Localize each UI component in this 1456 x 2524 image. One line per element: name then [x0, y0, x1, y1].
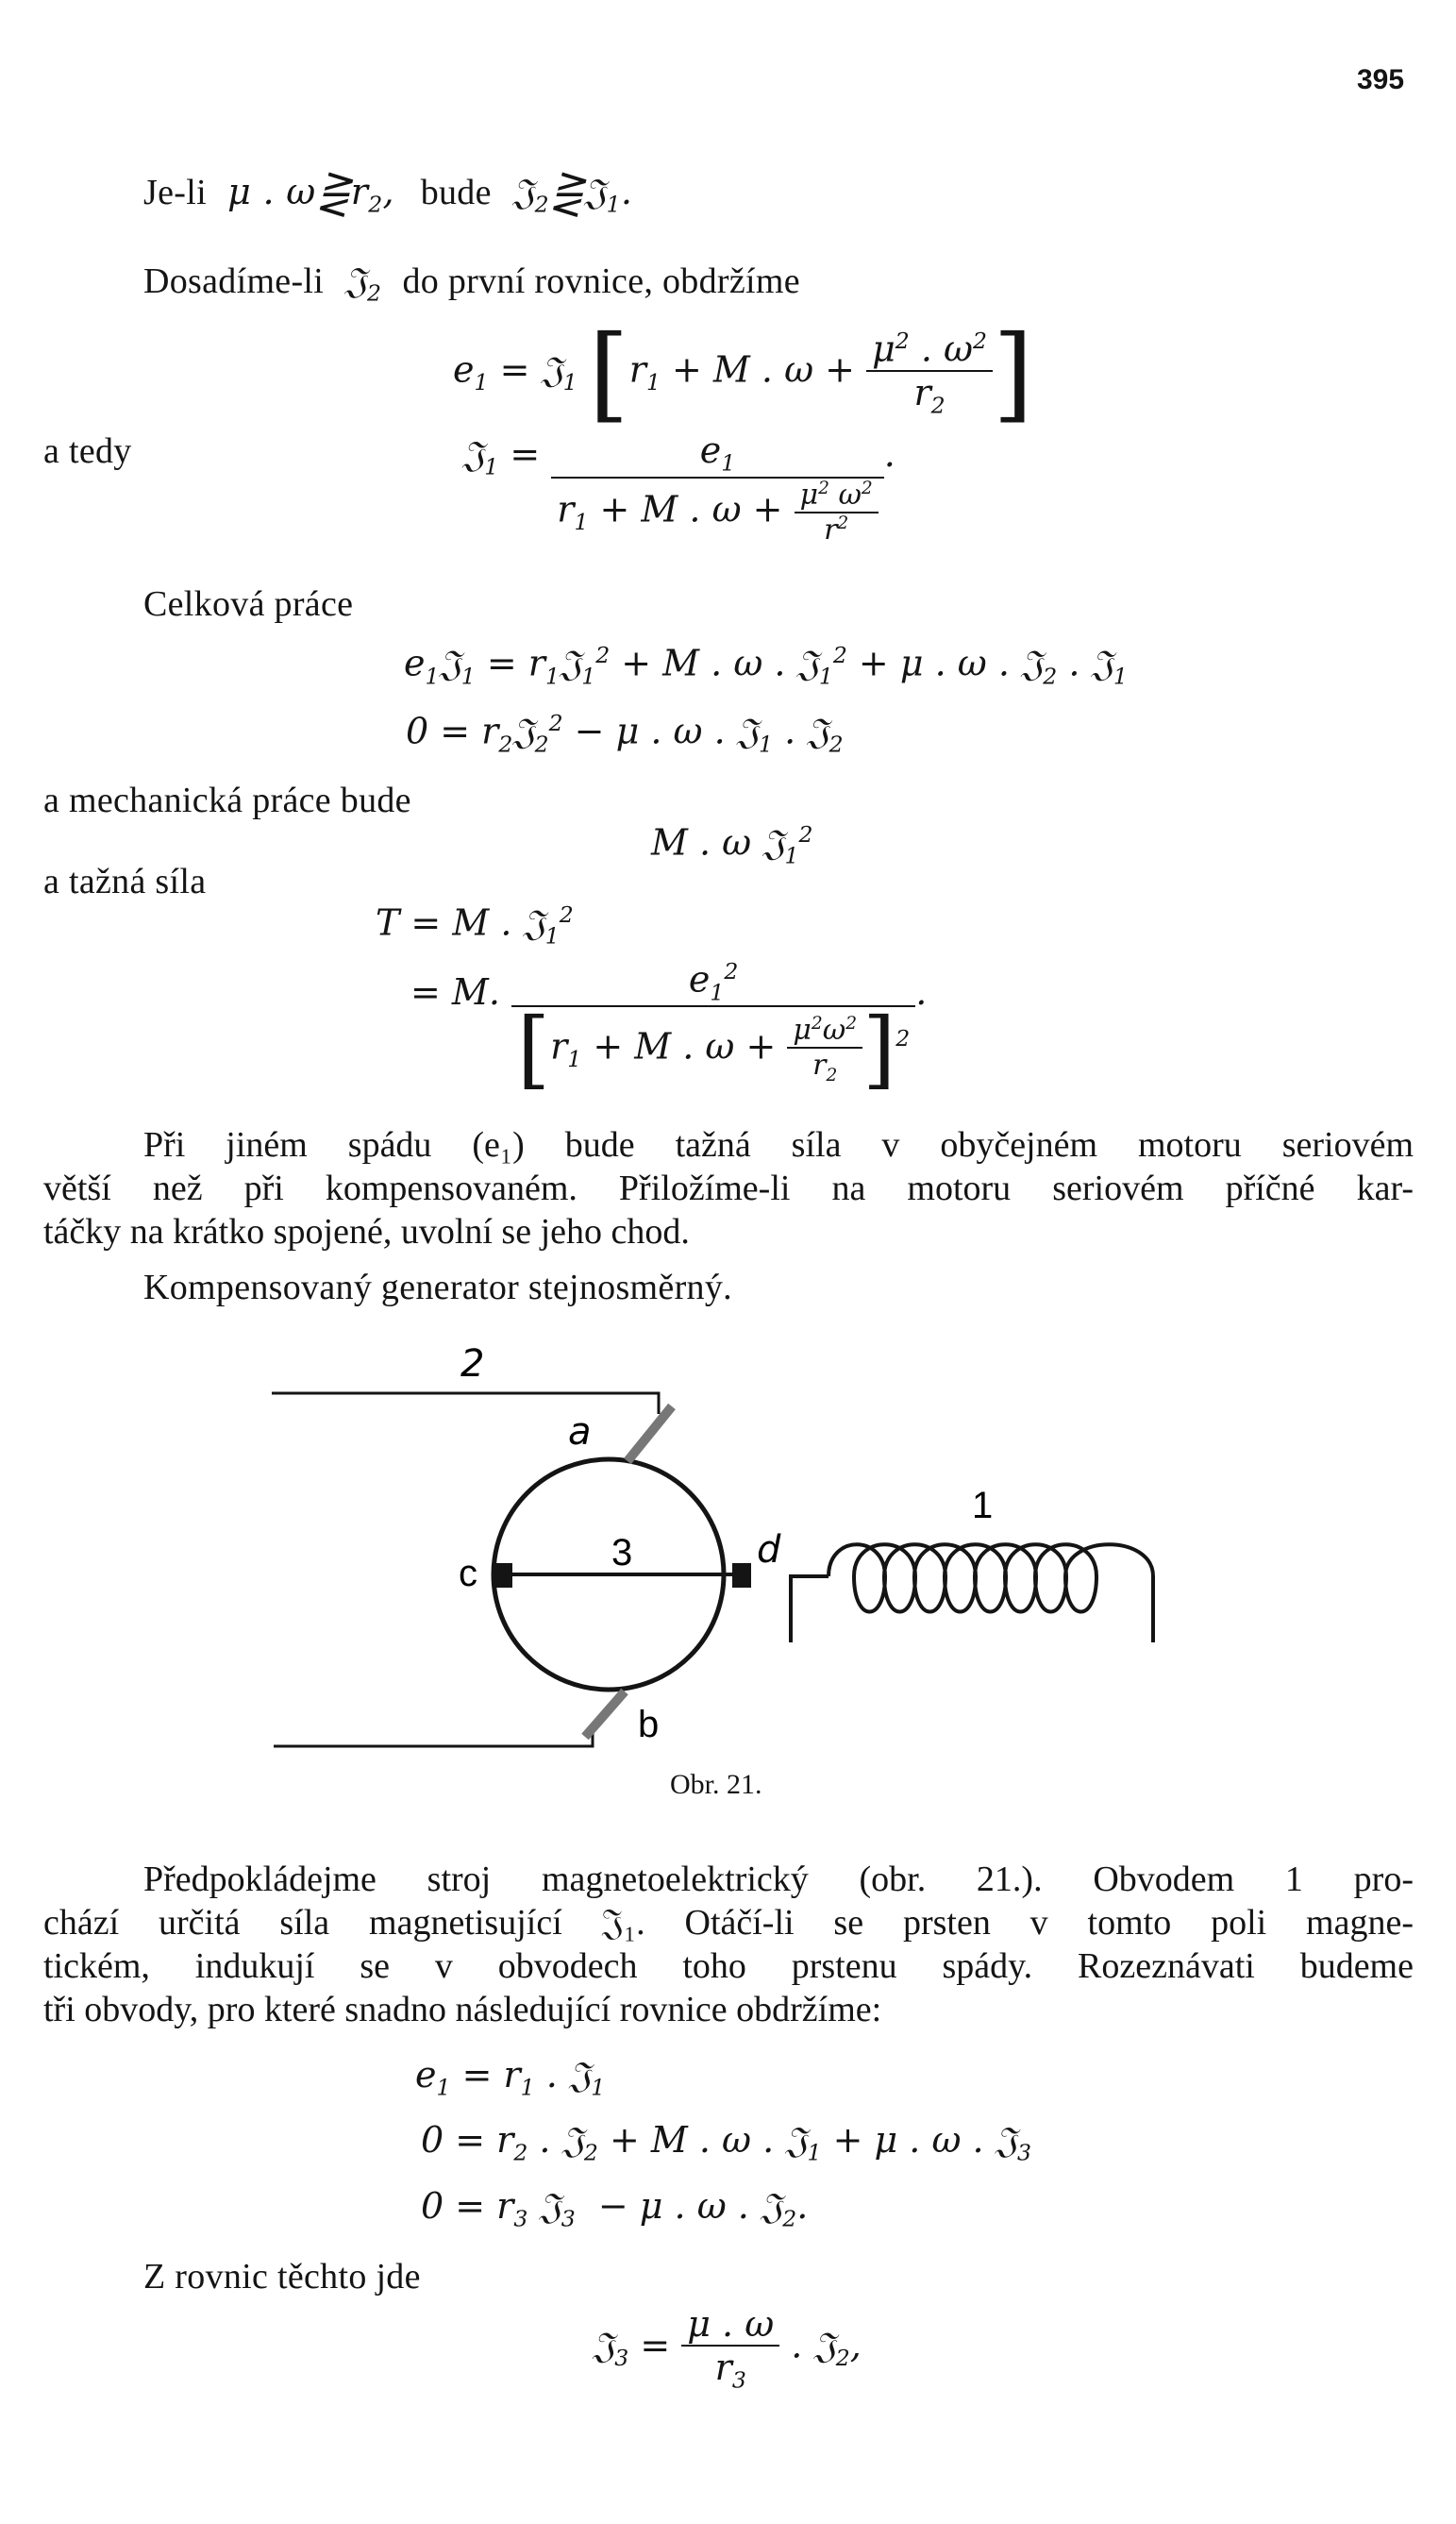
equation-zero-3: $0 = r_3$ 𝔍$_3$ − μ . ω . 𝔍$_2$.	[421, 2185, 809, 2232]
condition-line: Je-li μ . $\omega⋛r_2$, bude 𝔍$_2$⋛𝔍$_1$.	[143, 170, 633, 218]
equation-j1: 𝔍$_1$ = $e_1$ $r_1 + M$ . ω + $\frac{\mu^2 \omega^2}{r^2}$ .	[462, 429, 895, 547]
label-2: 2	[460, 1342, 485, 1386]
equation-t: T = M . 𝔍$_1^2$	[376, 901, 574, 950]
equation-e1: $e_1$ = 𝔍$_1$ [$r_1 + M$ . ω + $\frac{\mu^2 . \omega^2}{r_2}$ ]	[453, 312, 1033, 433]
equation-mech: M . ω 𝔍$_1^2$	[651, 821, 813, 869]
page-number: 395	[1357, 64, 1405, 95]
paragraph-line: větší než při kompensovaném. Přiložíme-li na motoru seriovém příčné kar-	[43, 1169, 1414, 1208]
equation-j3: 𝔍$_3$ = $\frac{\mu . \omega}{r_3}$ . 𝔍$_2$,	[593, 2303, 862, 2394]
equation-work-total: $e_1𝔍_1$ = $r_1𝔍_1^2 + M$ . ω . 𝔍$_1^2$ + μ . ω . 𝔍$_2$ . 𝔍$_1$	[404, 642, 1128, 690]
condition-bude: bude	[420, 173, 492, 212]
label-d: d	[757, 1528, 781, 1572]
figure-caption: Obr. 21.	[670, 1769, 762, 1800]
dosadime-start: Dosadíme-li	[143, 261, 325, 301]
brush-b	[585, 1691, 625, 1737]
equation-e1-second: $e_1 = r_1$ . 𝔍$_1$	[415, 2054, 606, 2101]
brush-c	[494, 1563, 512, 1588]
paragraph-line: tři obvody, pro které snadno následující rovnice obdržíme:	[43, 1990, 882, 2029]
dosadime-line: Dosadíme-li 𝔍$_2$ do první rovnice, obdržíme	[143, 260, 800, 307]
celkova-prace-label: Celková práce	[143, 584, 354, 624]
equation-zero-2: $0 = r_2$ . 𝔍$_2$ + M . ω . 𝔍$_1$ + μ . ω . 𝔍$_3$	[421, 2119, 1031, 2166]
paragraph-stroj	[43, 1858, 1414, 2031]
brush-d	[732, 1563, 751, 1588]
paragraph-line: Předpokládejme stroj magnetoelektrický (obr. 21.). Obvodem 1 pro-	[143, 1859, 1414, 1899]
paragraph-line: chází určitá síla magnetisující 𝔍₁. Otáčí-li se prsten v tomto poli magne-	[43, 1903, 1414, 1943]
equation-t-frac: = M. $e_1^2$ [$r_1 + M$ . ω + $\frac{\mu^2\omega^2}{r_2}$ ]$^2$ .	[410, 958, 928, 1100]
condition-start: Je-li	[143, 173, 207, 212]
mechanicka-prace-label: a mechanická práce bude	[43, 781, 411, 820]
label-a: a	[568, 1410, 592, 1454]
conclusion-line: Z rovnic těchto jde	[143, 2257, 421, 2297]
a-tedy-label: a tedy	[43, 431, 132, 471]
label-3: 3	[611, 1532, 633, 1573]
label-b: b	[638, 1704, 660, 1745]
dosadime-rest: do první rovnice, obdržíme	[402, 261, 800, 301]
equation-work-zero: $0 = r_2𝔍_2^2 - \mu$ . ω . 𝔍$_1$ . 𝔍$_2$	[406, 710, 844, 758]
paragraph-line: Při jiném spádu (e₁) bude tažná síla v obyčejném motoru seriovém	[143, 1125, 1414, 1165]
wire-top	[272, 1393, 659, 1414]
figure-21	[0, 1321, 1456, 1822]
label-1: 1	[972, 1485, 994, 1526]
paragraph-line: táčky na krátko spojené, uvolní se jeho chod.	[43, 1212, 690, 1252]
paragraph-line: tickém, indukují se v obvodech toho prstenu spády. Rozeznávati budeme	[43, 1946, 1414, 1986]
section-heading: Kompensovaný generator stejnosměrný.	[143, 1268, 732, 1307]
paragraph-tazna	[43, 1123, 1414, 1254]
wire-bottom	[274, 1727, 593, 1746]
label-c: c	[459, 1553, 477, 1594]
tazna-sila-label: a tažná síla	[43, 862, 207, 901]
brush-a	[628, 1406, 672, 1461]
field-coil	[791, 1544, 1153, 1642]
